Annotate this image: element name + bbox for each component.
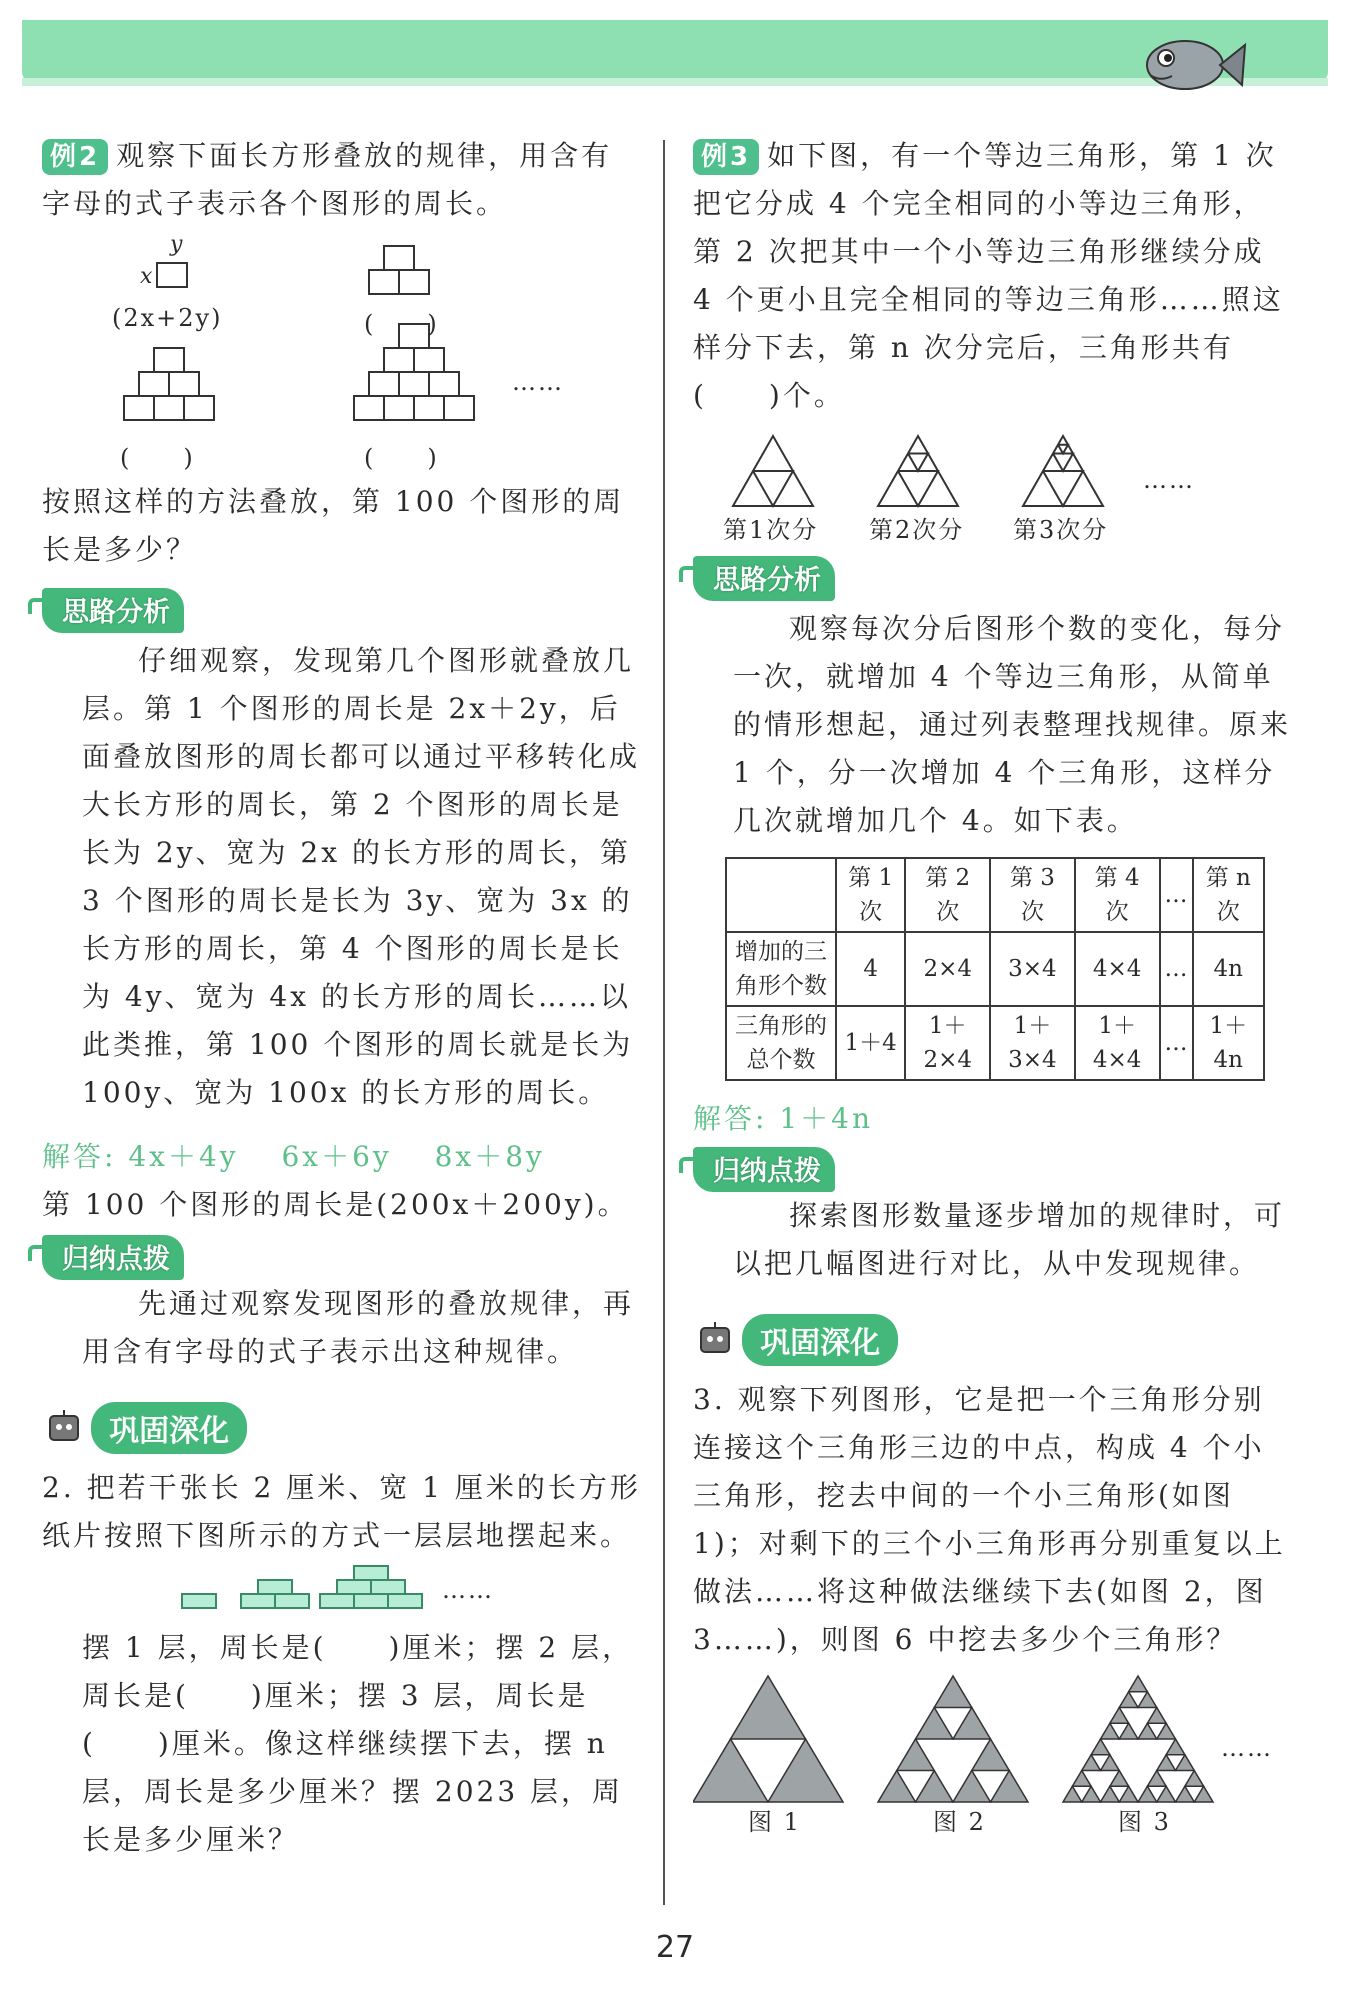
fig2-blank: ( ) <box>364 310 439 338</box>
left-column <box>42 132 642 1864</box>
analysis-title: 思路分析 <box>693 556 835 601</box>
q3-text: 观察下列图形，它是把一个三角形分别连接这个三角形三边的中点，构成 4 个小三角形，挖去中间的一个小三角形(如图 1)；对剩下的三个小三角形再分别重复以上做法……将这种做法继续下去(如图 2，图 3……)，则图 6 中挖去多少个三角形？ <box>693 1383 1286 1656</box>
table-cell: 第 4 次 <box>1075 858 1160 932</box>
q2-number: 2. <box>42 1471 75 1504</box>
robot-icon <box>42 1408 86 1448</box>
table-row <box>726 1006 1264 1080</box>
sierpinski-piece <box>1138 1723 1157 1739</box>
fig3-blank: ( ) <box>120 444 195 472</box>
table-cell: 1＋4n <box>1193 1006 1264 1080</box>
column-divider <box>663 140 665 1905</box>
sierpinski-piece <box>1082 1755 1101 1771</box>
sierpinski-piece <box>953 1708 991 1740</box>
sierpinski-piece <box>953 1771 991 1803</box>
summary-text: 探索图形数量逐步增加的规律时，可以把几幅图进行对比，从中发现规律。 <box>733 1199 1286 1280</box>
example-tag: 例2 <box>42 139 108 175</box>
q2-text: 把若干张长 2 厘米、宽 1 厘米的长方形纸片按照下图所示的方式一层层地摆起来。 <box>42 1471 641 1552</box>
practice-header <box>693 1314 1293 1366</box>
sierpinski-piece <box>693 1739 768 1802</box>
sierpinski-piece <box>1176 1755 1195 1771</box>
q2-drawing <box>42 1560 642 1624</box>
example-question: 按照这样的方法叠放，第 100 个图形的周长是多少？ <box>42 485 625 566</box>
table-cell: … <box>1160 1006 1193 1080</box>
table-row-label: 三角形的总个数 <box>726 1006 836 1080</box>
table-cell: 4n <box>1193 932 1264 1006</box>
sierpinski-piece <box>1157 1786 1176 1802</box>
sierpinski-piece <box>1138 1786 1157 1802</box>
sierpinski-piece <box>1101 1723 1120 1739</box>
sierpinski-piece <box>1110 1771 1129 1787</box>
sierpinski-piece <box>897 1739 935 1771</box>
sierpinski-piece <box>1119 1723 1138 1739</box>
sierpinski-piece <box>1194 1786 1213 1802</box>
table-cell: 第 1 次 <box>836 858 905 932</box>
summary-title: 归纳点拨 <box>693 1147 835 1192</box>
answer-values: 4x＋4y 6x＋6y 8x＋8y <box>128 1140 545 1173</box>
analysis-text: 观察每次分后图形个数的变化，每分一次，就增加 4 个等边三角形，从简单的情形想起，通过列表整理找规律。原来 1 个，分一次增加 4 个三角形，这样分几次就增加几个 4。如下表。 <box>733 612 1292 837</box>
sierpinski-drawing <box>693 1674 1293 1804</box>
answer <box>693 1095 1293 1143</box>
triangle-label-1: 第1次分 <box>723 516 819 544</box>
fig-label-3: 图 3 <box>1118 1808 1171 1836</box>
table-cell: 1＋3×4 <box>990 1006 1075 1080</box>
triangle-figures <box>693 420 1293 550</box>
answer-value: 1＋4n <box>779 1102 874 1135</box>
sierpinski-piece <box>1147 1708 1166 1724</box>
summary-text: 先通过观察发现图形的叠放规律，再用含有字母的式子表示出这种规律。 <box>82 1287 635 1368</box>
table-cell: 2×4 <box>905 932 990 1006</box>
sierpinski-piece <box>916 1771 954 1803</box>
sierpinski-piece <box>768 1739 843 1802</box>
fig-y-label: y <box>170 232 183 257</box>
sierpinski-piece <box>1185 1771 1204 1787</box>
answer-label: 解答: <box>693 1102 768 1135</box>
practice-title: 巩固深化 <box>742 1314 898 1366</box>
q2-text2: 摆 1 层，周长是( )厘米；摆 2 层，周长是( )厘米；摆 3 层，周长是( )厘米。像这样继续摆下去，摆 n 层，周长是多少厘米？摆 2023 层，周长是多少厘米？ <box>82 1631 634 1856</box>
question-3 <box>693 1376 1293 1664</box>
sierpinski-piece <box>1063 1786 1082 1802</box>
answer <box>42 1133 642 1181</box>
sierpinski-piece <box>1166 1739 1185 1755</box>
table-cell: 第 2 次 <box>905 858 990 932</box>
fig-label-2: 图 2 <box>933 1808 986 1836</box>
sierpinski-piece <box>1101 1755 1120 1771</box>
sierpinski-piece <box>1091 1739 1110 1755</box>
sierpinski-piece <box>1110 1708 1129 1724</box>
practice-header <box>42 1402 642 1454</box>
example-tag: 例3 <box>693 139 759 175</box>
sierpinski-piece <box>991 1771 1029 1803</box>
sierpinski-piece <box>934 1676 972 1708</box>
sierpinski-dots: …… <box>1221 1734 1273 1762</box>
sierpinski-piece <box>1101 1786 1120 1802</box>
table-row-label: 增加的三角形个数 <box>726 932 836 1006</box>
sierpinski-piece <box>1157 1755 1176 1771</box>
table-cell: 3×4 <box>990 932 1075 1006</box>
fig4-blank: ( ) <box>364 444 439 472</box>
question-2 <box>42 1464 642 1560</box>
right-column <box>693 132 1293 1834</box>
sierpinski-piece <box>916 1708 954 1740</box>
fig1-perimeter: (2x+2y) <box>112 304 223 332</box>
practice-title: 巩固深化 <box>91 1402 247 1454</box>
sierpinski-piece <box>1119 1692 1138 1708</box>
table-cell: 第 3 次 <box>990 858 1075 932</box>
table-header-row <box>726 858 1264 932</box>
fig-x-label: x <box>140 264 153 289</box>
fig-dots: …… <box>512 368 564 396</box>
sierpinski-piece <box>1082 1786 1101 1802</box>
example-text: 如下图，有一个等边三角形，第 1 次把它分成 4 个完全相同的小等边三角形，第 2 次把其中一个小等边三角形继续分成 4 个更小且完全相同的等边三角形……照这样分下去，第 n 次分完后，三角形共有( )个。 <box>693 139 1284 412</box>
sierpinski-figures <box>693 1664 1293 1834</box>
q3-number: 3. <box>693 1383 726 1416</box>
table-cell: 1＋4×4 <box>1075 1006 1160 1080</box>
sierpinski-piece <box>1072 1771 1091 1787</box>
q2-figures <box>42 1560 642 1624</box>
sierpinski-piece <box>1138 1692 1157 1708</box>
fig-label-1: 图 1 <box>748 1808 801 1836</box>
triangle-label-3: 第3次分 <box>1013 516 1109 544</box>
answer-label: 解答: <box>42 1140 117 1173</box>
sierpinski-piece <box>972 1739 1010 1771</box>
page-number: 27 <box>655 1930 695 1965</box>
table-cell: 第 n 次 <box>1193 858 1264 932</box>
table-cell: 1＋2×4 <box>905 1006 990 1080</box>
table-cell <box>726 858 836 932</box>
sierpinski-piece <box>1157 1723 1176 1739</box>
summary-title: 归纳点拨 <box>42 1235 184 1280</box>
sierpinski-piece <box>878 1771 916 1803</box>
sierpinski-piece <box>1119 1786 1138 1802</box>
table-cell: 4 <box>836 932 905 1006</box>
table-cell: 1＋4 <box>836 1006 905 1080</box>
table-cell: … <box>1160 932 1193 1006</box>
analysis-title: 思路分析 <box>42 588 184 633</box>
sierpinski-piece <box>1147 1771 1166 1787</box>
fish-icon <box>1130 20 1250 110</box>
triangle-label-2: 第2次分 <box>869 516 965 544</box>
table-row <box>726 932 1264 1006</box>
count-table <box>725 857 1265 1081</box>
triangle-dots: …… <box>1143 466 1195 494</box>
q2-dots: …… <box>442 1576 494 1604</box>
analysis-text: 仔细观察，发现第几个图形就叠放几层。第 1 个图形的周长是 2x＋2y，后面叠放图形的周长都可以通过平移转化成大长方形的周长，第 2 个图形的周长是长为 2y、宽为 2x 的长方形的周长，第 3 个图形的周长是长为 3y、宽为 3x 的长方形的周长，第 4 个图形的周长是长为 4y、宽为 4x 的长方形的周长……以此类推，第 100 个图形的周长就是长为 100y、宽为 100x 的长方形的周长。 <box>82 644 641 1109</box>
stack-figures <box>42 228 642 478</box>
robot-icon <box>693 1320 737 1360</box>
table-cell: … <box>1160 858 1193 932</box>
example-3 <box>693 132 1293 420</box>
example-text: 观察下面长方形叠放的规律，用含有字母的式子表示各个图形的周长。 <box>42 139 613 220</box>
answer-line2: 第 100 个图形的周长是(200x＋200y)。 <box>42 1188 629 1221</box>
sierpinski-piece <box>1129 1676 1148 1692</box>
table-cell: 4×4 <box>1075 932 1160 1006</box>
example-2 <box>42 132 642 228</box>
sierpinski-piece <box>731 1676 806 1739</box>
sierpinski-piece <box>1176 1786 1195 1802</box>
